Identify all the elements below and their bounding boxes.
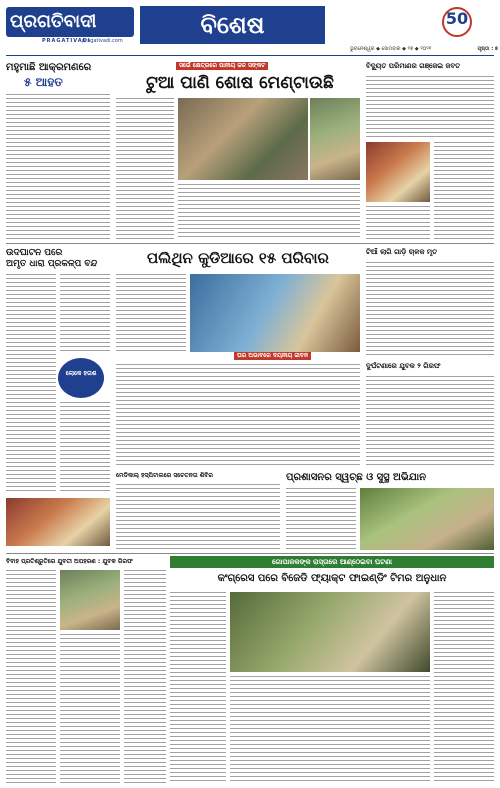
story-body-col3 (434, 592, 494, 784)
photo-women-water (178, 98, 308, 180)
photo-caption: ଘର ଅଭାବରେ ଦୟନୀୟ ଜୀବନ (234, 352, 311, 360)
story-body (366, 76, 494, 138)
story-body-col2 (230, 676, 430, 784)
headline: କଂଗ୍ରେସ ପରେ ବିଜେଡି ଫ୍ୟାକ୍ଟ ଫାଇଣ୍ଡିଂ ଟିମର ଅନୁଧାନ (217, 573, 447, 584)
page-number: ପୃଷ୍ଠା : ୭ (477, 46, 498, 52)
story-body-col1 (6, 274, 56, 494)
kicker: ସର୍ଭେ କ୍ଷେତ୍ରରେ ପାନୀୟ ଜଳ ସଙ୍କଟ (176, 62, 268, 70)
story-body-col2 (178, 184, 360, 240)
headline: ଟୁଆ ପାଣି ଶୋଷ ମେଣ୍ଟାଉଛି (146, 73, 334, 93)
photo-team-meeting (230, 592, 430, 672)
logo-text: ପ୍ରଗତିବାଦୀ (10, 11, 97, 32)
headline-sub: ଅମୃତ ଧାରା ପ୍ରକଳ୍ପ ବନ୍ଦ (6, 259, 98, 269)
story-body-col1 (170, 592, 226, 784)
website: pragativadi.com (82, 38, 123, 44)
headline: ମହୁମାଛି ଆକ୍ରମଣରେ (6, 62, 92, 73)
divider (6, 553, 494, 554)
headline: ଦୁର୍ଘଟଣାରେ ଯୁବକ ୨ ଗିରଫ (366, 362, 441, 370)
meta-line: ଭୁବନେଶ୍ୱର ◆ ସୋମବାର ◆ ୨୭ ◆ ୨୦୨୧ (350, 46, 432, 52)
headline-sub: ୫ ଆହତ (24, 75, 63, 89)
story-kidnapping (6, 556, 166, 784)
story-body-col1 (6, 570, 56, 784)
story-body-col2 (116, 364, 360, 466)
anniversary-number: 50 (445, 9, 469, 28)
story-body-2 (434, 142, 494, 240)
info-box-label: ଲୋକେ ହତାଶ (65, 370, 97, 377)
story-body-3 (366, 206, 430, 240)
masthead-divider (6, 55, 494, 56)
photo-tarp-hut (190, 274, 360, 352)
story-body (6, 94, 110, 240)
story-body-col3 (60, 402, 110, 494)
logo-subtitle: PRAGATIVADI (42, 38, 91, 44)
story-polythene-families (116, 246, 360, 466)
masthead (0, 0, 500, 58)
story-youth-arrested (366, 360, 494, 466)
story-driver-dead (366, 246, 494, 356)
headline: ପ୍ରଶାସନର ସ୍ୱଚ୍ଛ ଓ ସୁସ୍ଥ ଅଭିଯାନ (286, 472, 427, 483)
headline: ଉଦଘାଟନ ପରେ (6, 248, 63, 258)
story-amrit-dhara (6, 246, 110, 546)
story-body-col2 (60, 274, 110, 354)
photo-accused (60, 570, 120, 630)
headline: ଟିଆଁ ଲାଗି ଗାଡ଼ି ଚାଳକ ମୃତ (366, 248, 438, 256)
story-body-col3 (124, 570, 166, 784)
section-title: ବିଶେଷ (200, 11, 265, 39)
headline: ବିବାହ ପ୍ରତିଶ୍ରୁତିରେ ଯୁବତୀ ଅପହରଣ : ଯୁବକ ଗିରଫ (6, 558, 133, 565)
photo-building (366, 142, 430, 202)
photo-cleanup (360, 488, 494, 550)
story-body (116, 484, 280, 550)
photo-tank (6, 498, 110, 546)
story-body-col1 (116, 98, 174, 240)
story-body (366, 376, 494, 466)
story-ganja-seized (366, 60, 494, 240)
story-bee-attack (6, 60, 110, 240)
story-bjd-fact-finding (170, 556, 494, 784)
headline: ପଲିଥିନ କୁଡିଆରେ ୧୫ ପରିବାର (147, 249, 329, 267)
kicker: ଗୋପାଳକଙ୍କ ରାସ୍ତାରେ ଆଣ୍ଠେଇବା ଘଟଣା (272, 558, 392, 566)
story-medical-camp (116, 470, 280, 550)
info-box (58, 358, 104, 398)
story-water-crisis (116, 60, 360, 240)
headline: ମେଡିକାଲ୍ ହସ୍ପିଟାଲରେ ସଚେତନତା ଶିବିର (116, 472, 213, 479)
story-body-col1 (116, 274, 186, 354)
story-body (366, 262, 494, 356)
story-cleanliness-drive (286, 470, 494, 550)
story-body (286, 488, 356, 550)
photo-well (310, 98, 360, 180)
divider (6, 243, 494, 244)
story-body-col2 (60, 634, 120, 784)
headline: ବିଦ୍ୟୁତ ପରିମାଣର ଗଞ୍ଜେଇ ଜବତ (366, 62, 461, 70)
